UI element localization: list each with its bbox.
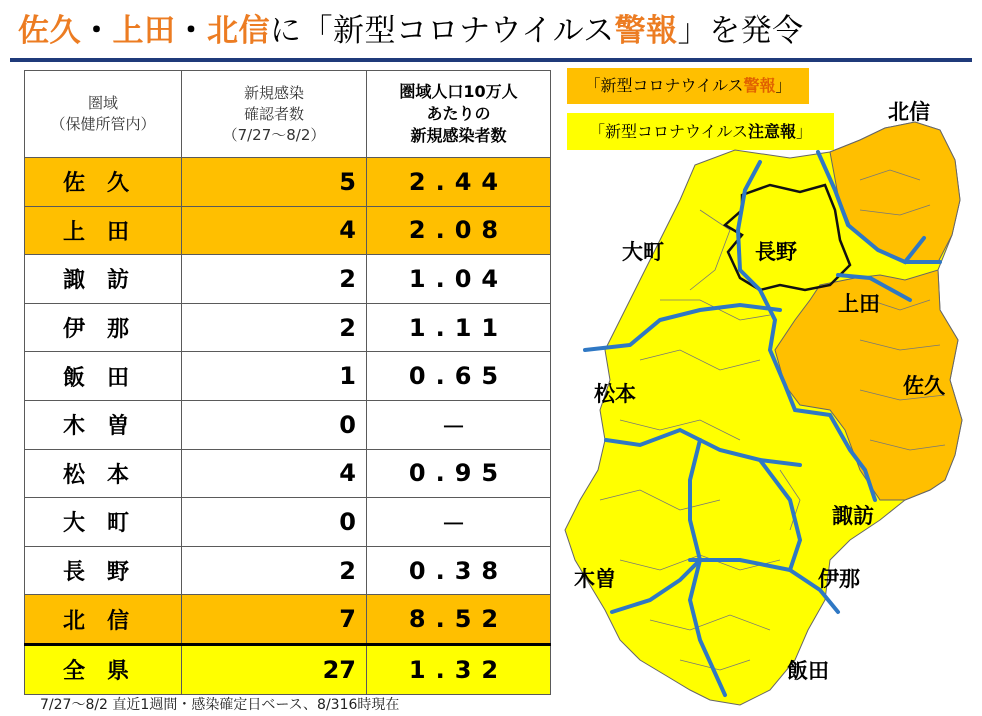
- header-count: [182, 71, 367, 158]
- table-row: [25, 595, 551, 645]
- cell-new-cases: 5: [182, 158, 367, 207]
- legend-alert: [567, 68, 809, 104]
- title-region-hokushin: 北信: [207, 13, 270, 49]
- legend-alert-prefix: 「新型コロナウイルス: [584, 76, 744, 95]
- map-label-suwa: 諏訪: [832, 504, 874, 528]
- cell-region-name: 木曽: [25, 400, 182, 449]
- cell-new-cases: 4: [182, 206, 367, 255]
- cell-region-name: 上田: [25, 206, 182, 255]
- table-row: [25, 158, 551, 207]
- legend-caution-prefix: 「新型コロナウイルス: [588, 122, 748, 141]
- map-label-omachi: 大町: [622, 240, 664, 264]
- title-separator: ・: [81, 13, 113, 49]
- header-rate: [367, 71, 551, 158]
- cell-region-name: 全県: [25, 644, 182, 694]
- table-row: [25, 400, 551, 449]
- cell-region-name: 松本: [25, 449, 182, 498]
- title-region-saku: 佐久: [18, 13, 81, 49]
- cell-region-name: 佐久: [25, 158, 182, 207]
- legend-caution-keyword: 注意報: [748, 122, 797, 141]
- cell-new-cases: 0: [182, 400, 367, 449]
- infection-table: [24, 70, 551, 695]
- cell-new-cases: 2: [182, 303, 367, 352]
- cell-new-cases: 27: [182, 644, 367, 694]
- table-row: [25, 206, 551, 255]
- cell-new-cases: 0: [182, 498, 367, 547]
- header-count-text: 新規感染 確認者数 （7/27～8/2）: [222, 83, 326, 144]
- header-region-text: 圏域 （保健所管内）: [50, 94, 156, 133]
- cell-new-cases: 4: [182, 449, 367, 498]
- cell-region-name: 諏訪: [25, 255, 182, 304]
- map-label-nagano: 長野: [755, 240, 797, 264]
- cell-rate-per-100k: －: [367, 400, 551, 449]
- cell-rate-per-100k: 0.65: [367, 352, 551, 401]
- map-label-hokushin: 北信: [888, 100, 930, 124]
- legend-caution-suffix: 」: [796, 122, 813, 141]
- cell-new-cases: 1: [182, 352, 367, 401]
- cell-rate-per-100k: 2.44: [367, 158, 551, 207]
- table-row: [25, 303, 551, 352]
- footnote: 7/27～8/2 直近1週間・感染確定日ベース、8/316時現在: [40, 697, 400, 713]
- cell-region-name: 飯田: [25, 352, 182, 401]
- map-label-kiso: 木曽: [574, 567, 616, 591]
- header-rate-text: 圏域人口10万人 あたりの 新規感染者数: [399, 82, 518, 145]
- cell-rate-per-100k: 8.52: [367, 595, 551, 645]
- title-keyword: 警報: [614, 13, 678, 49]
- cell-new-cases: 2: [182, 255, 367, 304]
- map-label-iida: 飯田: [787, 659, 829, 683]
- title-end-text: 」を発令: [677, 13, 804, 49]
- cell-rate-per-100k: －: [367, 498, 551, 547]
- cell-region-name: 大町: [25, 498, 182, 547]
- title-separator: ・: [175, 13, 207, 49]
- cell-new-cases: 2: [182, 546, 367, 595]
- cell-rate-per-100k: 0.95: [367, 449, 551, 498]
- map-label-saku: 佐久: [903, 374, 945, 398]
- table-row: [25, 255, 551, 304]
- legend-alert-suffix: 」: [775, 76, 792, 95]
- cell-rate-per-100k: 2.08: [367, 206, 551, 255]
- title-rule: [10, 58, 972, 62]
- cell-region-name: 伊那: [25, 303, 182, 352]
- cell-region-name: 北信: [25, 595, 182, 645]
- map-label-ina: 伊那: [818, 567, 860, 591]
- map-label-ueda: 上田: [838, 292, 880, 316]
- cell-rate-per-100k: 1.32: [367, 644, 551, 694]
- cell-rate-per-100k: 1.04: [367, 255, 551, 304]
- title-region-ueda: 上田: [112, 13, 176, 49]
- table-row: [25, 546, 551, 595]
- map-label-matsumoto: 松本: [594, 382, 636, 406]
- legend-alert-keyword: 警報: [743, 76, 776, 95]
- cell-rate-per-100k: 1.11: [367, 303, 551, 352]
- table-header-row: [25, 71, 551, 158]
- table-row: [25, 352, 551, 401]
- header-region: [25, 71, 182, 158]
- cell-region-name: 長野: [25, 546, 182, 595]
- table-row: [25, 449, 551, 498]
- cell-rate-per-100k: 0.38: [367, 546, 551, 595]
- page-title: [18, 6, 804, 56]
- table-row: [25, 498, 551, 547]
- title-middle-text: に「新型コロナウイルス: [270, 13, 615, 49]
- cell-new-cases: 7: [182, 595, 367, 645]
- table-row: [25, 644, 551, 694]
